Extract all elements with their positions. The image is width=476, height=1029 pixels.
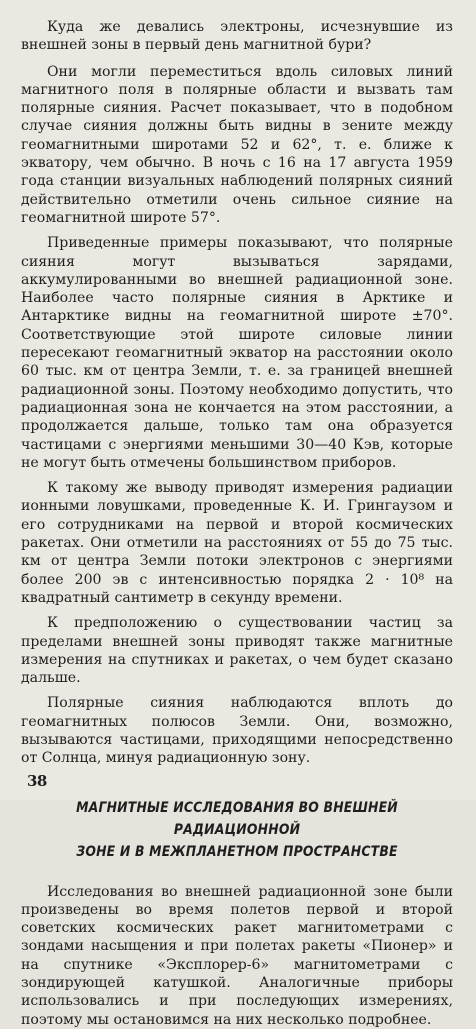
- section-heading: [21, 797, 453, 863]
- section-heading-line-1: МАГНИТНЫЕ ИССЛЕДОВАНИЯ ВО ВНЕШНЕЙ РАДИАЦИОННОЙ: [76, 799, 398, 838]
- paragraph-geomagnetic-poles: Полярные сияния наблюдаются вплоть до геомагнитных полюсов Земли. Они, возможно, вызываются частицами, приходящими непосредственно от Солнца, минуя радиационную зону.: [21, 695, 453, 767]
- paragraph-ion-traps: К такому же выводу приводят измерения радиации ионными ловушками, проведенные К. И. Грингаузом и его сотрудниками на первой и второй космических ракетах. Они отметили на расстояниях от 55 до 75 тыс. км от центра Земли потоки электронов с энергиями более 200 эв с интенсивностью порядка 2 · 10⁸ на квадратный сантиметр в секунду времени.: [21, 480, 453, 606]
- page-number: 38: [27, 772, 47, 790]
- paragraph-question: Куда же девались электроны, исчезнувшие из внешней зоны в первый день магнитной бури?: [21, 19, 453, 54]
- paragraph-research: Исследования во внешней радиационной зоне были произведены во время полетов первой и второй советских космических ракет магнитометрами с зондами насыщения и при полетах ракеты «Пионер» и на спутнике «Эксплорер-6» магнитометрами с зондирующей катушкой. Аналогичные приборы использовались и при последующих измерениях, поэтому мы остановимся на них несколько подробнее.: [21, 883, 453, 1028]
- paragraph-polar-aurora: Они могли переместиться вдоль силовых линий магнитного поля в полярные области и вызвать там полярные сияния. Расчет показывает, что в подобном случае сияния должны быть видны в зените между геомагнитными широтами 52 и 62°, т. е. ближе к экватору, чем обычно. В ночь с 16 на 17 августа 1959 года станции визуальных наблюдений полярных сияний действительно отметили очень сильное сияние на геомагнитной широте 57°.: [21, 63, 453, 226]
- page-text: [21, 18, 453, 1029]
- paragraph-examples: Приведенные примеры показывают, что полярные сияния могут вызываться зарядами, аккумулированными во внешней радиационной зоне. Наиболее часто полярные сияния в Арктике и Антарктике видны на геомагнитной широте ±70°. Соответствующие этой широте силовые линии пересекают геомагнитный экватор на расстоянии около 60 тыс. км от центра Земли, т. е. за границей внешней радиационной зоны. Поэтому необходимо допустить, что радиационная зона не кончается на этом расстоянии, а продолжается дальше, только там она образуется частицами с энергиями меньшими 30—40 Кэв, которые не могут быть отмечены большинством приборов.: [21, 235, 453, 471]
- paragraph-magnetic-measurements: К предположению о существовании частиц за пределами внешней зоны приводят также магнитные измерения на спутниках и ракетах, о чем будет сказано дальше.: [21, 615, 453, 687]
- section-heading-line-2: ЗОНЕ И В МЕЖПЛАНЕТНОМ ПРОСТРАНСТВЕ: [76, 843, 398, 860]
